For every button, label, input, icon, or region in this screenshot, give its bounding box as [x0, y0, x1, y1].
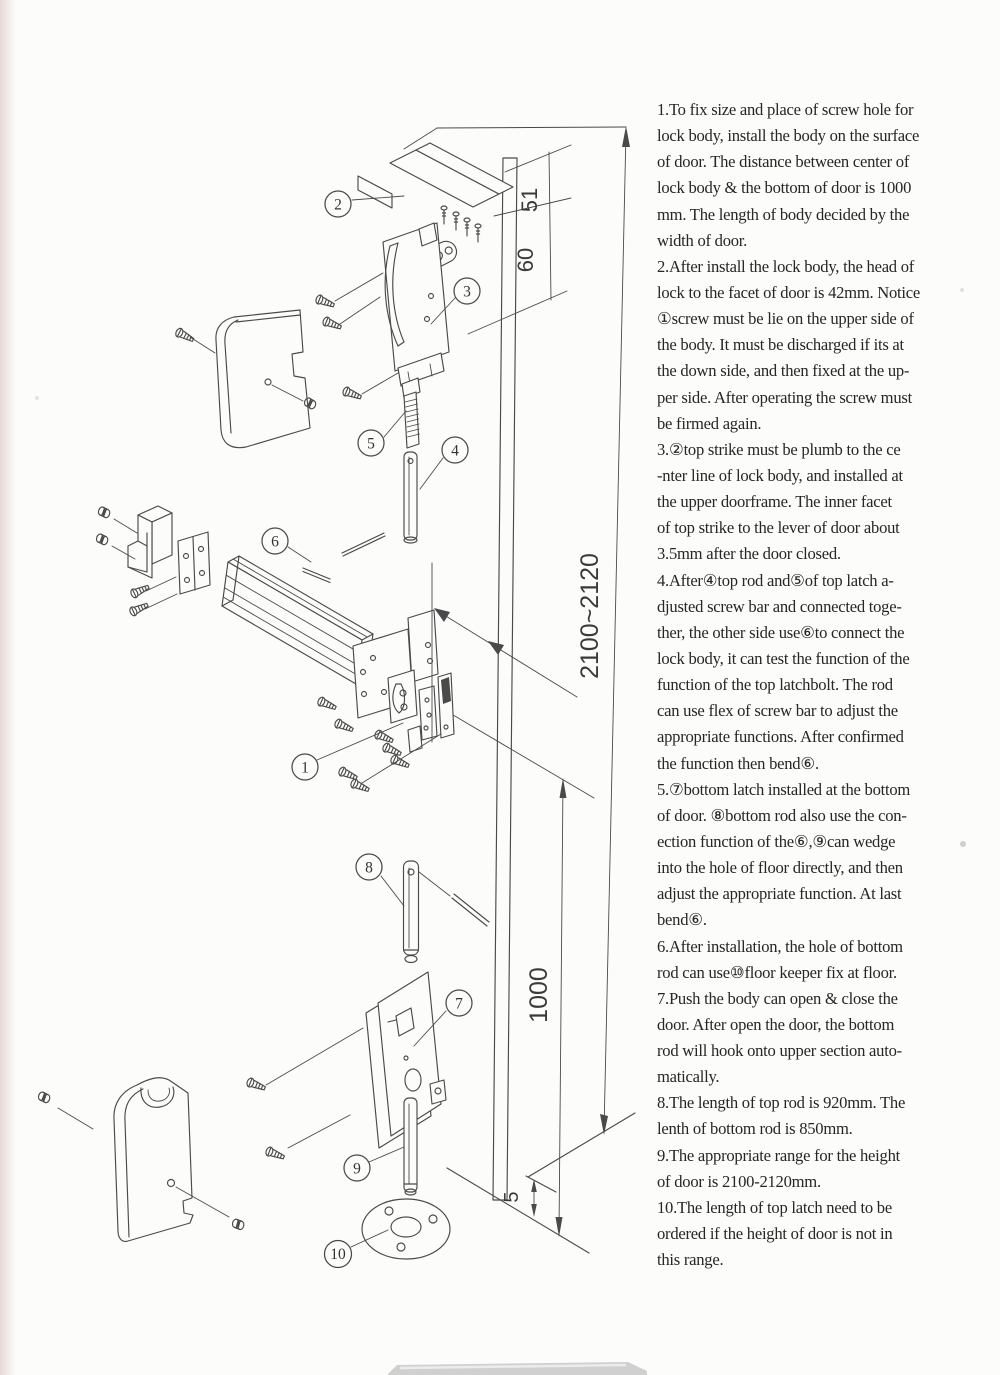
instruction-line: door. After open the door, the bottom: [657, 1014, 895, 1034]
svg-text:4: 4: [451, 442, 459, 460]
dim-60-label: 60: [513, 247, 538, 273]
instruction-line: matically.: [657, 1067, 720, 1087]
svg-text:8: 8: [365, 859, 373, 877]
callout-3: [454, 278, 480, 304]
svg-text:6: 6: [271, 533, 279, 551]
instruction-line: 3.②top strike must be plumb to the ce: [657, 439, 901, 459]
instruction-line: 8.The length of top rod is 920mm. The: [657, 1093, 906, 1113]
dim-1000-label: 1000: [525, 967, 553, 1023]
svg-text:5: 5: [367, 435, 375, 453]
doorframe-top-bar: [358, 128, 513, 208]
instruction-line: 2.After install the lock body, the head of: [657, 256, 915, 276]
instruction-line: bend⑥.: [657, 910, 707, 930]
callout-5: [358, 430, 384, 456]
instruction-line: can use flex of screw bar to adjust the: [657, 701, 898, 721]
hinge-bracket-part: [178, 532, 210, 594]
floor-lines: [447, 1113, 635, 1253]
instruction-line: the upper doorframe. The inner facet: [657, 492, 892, 512]
instruction-line: lenth of bottom rod is 850mm.: [657, 1119, 853, 1139]
callout-8: [356, 854, 382, 880]
callout-2: [325, 191, 351, 217]
floor-keeper-part: [362, 1199, 450, 1259]
bottom-cover-part: [114, 1078, 229, 1242]
door-height-range-label: 2100~2120: [576, 553, 604, 679]
svg-text:7: 7: [455, 995, 463, 1013]
instruction-line: of door. ⑧bottom rod also use the con-: [657, 805, 907, 825]
instruction-line: djusted screw bar and connected toge-: [657, 596, 902, 616]
dimension-1000: [448, 712, 594, 1237]
top-rod-part: [404, 452, 417, 543]
svg-text:9: 9: [353, 1160, 361, 1178]
instruction-line: rod can use⑩floor keeper fix at floor.: [657, 962, 897, 982]
instruction-line: lock body, it can test the function of the: [657, 648, 910, 668]
instruction-line: the down side, and then fixed at the up-: [657, 361, 910, 381]
instruction-line: 3.5mm after the door closed.: [657, 544, 841, 564]
svg-text:1: 1: [301, 759, 309, 777]
callout-4: [442, 437, 468, 463]
instruction-line: 10.The length of top latch need to be: [657, 1197, 892, 1217]
instruction-line: ①screw must be lie on the upper side of: [657, 309, 914, 329]
instruction-line: mm. The length of body decided by the: [657, 204, 910, 224]
instruction-line: lock to the facet of door is 42mm. Notice: [657, 282, 921, 302]
push-bar-lock-body: [222, 556, 454, 752]
callout-1: [292, 754, 318, 780]
instruction-line: lock body & the bottom of door is 1000: [657, 178, 912, 198]
instruction-line: 7.Push the body can open & close the: [657, 988, 898, 1008]
doorframe-screw-pins: [441, 206, 481, 242]
instruction-line: 1.To fix size and place of screw hole for: [657, 100, 914, 119]
instruction-line: per side. After operating the screw must: [657, 387, 912, 407]
instruction-line: -nter line of lock body, and installed at: [657, 465, 903, 485]
instruction-line: be firmed again.: [657, 413, 762, 433]
instruction-line: the body. It must be discharged if its at: [657, 335, 904, 355]
connector-pin-part: [303, 533, 385, 583]
bottom-rod-part: [404, 861, 490, 963]
lower-rod-part: [404, 1098, 417, 1195]
instruction-line: of door. The distance between center of: [657, 152, 910, 172]
instruction-line: the function then bend⑥.: [657, 753, 819, 773]
instruction-line: of door is 2100-2120mm.: [657, 1171, 821, 1191]
mounting-block-part: [128, 506, 172, 578]
instruction-line: 4.After④top rod and⑤of top latch a-: [657, 570, 894, 590]
top-cover-part: [216, 310, 310, 448]
instruction-line: function of the top latchbolt. The rod: [657, 675, 893, 695]
top-latch-part: [383, 223, 449, 386]
callout-6: [262, 528, 288, 554]
instruction-line: ection function of the⑥,⑨can wedge: [657, 831, 896, 851]
callout-7: [446, 990, 472, 1016]
instruction-line: rod will hook onto upper section auto-: [657, 1041, 902, 1061]
instruction-line: of top strike to the lever of door about: [657, 518, 900, 538]
svg-text:2: 2: [334, 196, 342, 214]
bottom-screws: [37, 1028, 363, 1230]
callout-9: [344, 1155, 370, 1181]
svg-text:10: 10: [330, 1246, 346, 1263]
instruction-line: this range.: [657, 1250, 724, 1270]
instruction-line: into the hole of floor directly, and then: [657, 858, 903, 878]
instruction-line: ordered if the height of door is not in: [657, 1224, 893, 1244]
instruction-line: adjust the appropriate function. At last: [657, 884, 902, 904]
instruction-line: 5.⑦bottom latch installed at the bottom: [657, 779, 911, 799]
instruction-line: lock body, install the body on the surface: [657, 126, 920, 146]
callout-10: [325, 1241, 352, 1268]
instructions-text: [657, 97, 957, 1273]
instruction-line: width of door.: [657, 230, 748, 250]
dim-5-label: 5: [501, 1191, 523, 1203]
instruction-line: 6.After installation, the hole of bottom: [657, 936, 903, 956]
dim-51-label: 51: [517, 187, 542, 213]
instruction-line: appropriate functions. After confirmed: [657, 727, 904, 747]
instruction-line: 9.The appropriate range for the height: [657, 1145, 900, 1165]
svg-text:3: 3: [463, 283, 471, 301]
instruction-line: ther, the other side use⑥to connect the: [657, 622, 905, 642]
